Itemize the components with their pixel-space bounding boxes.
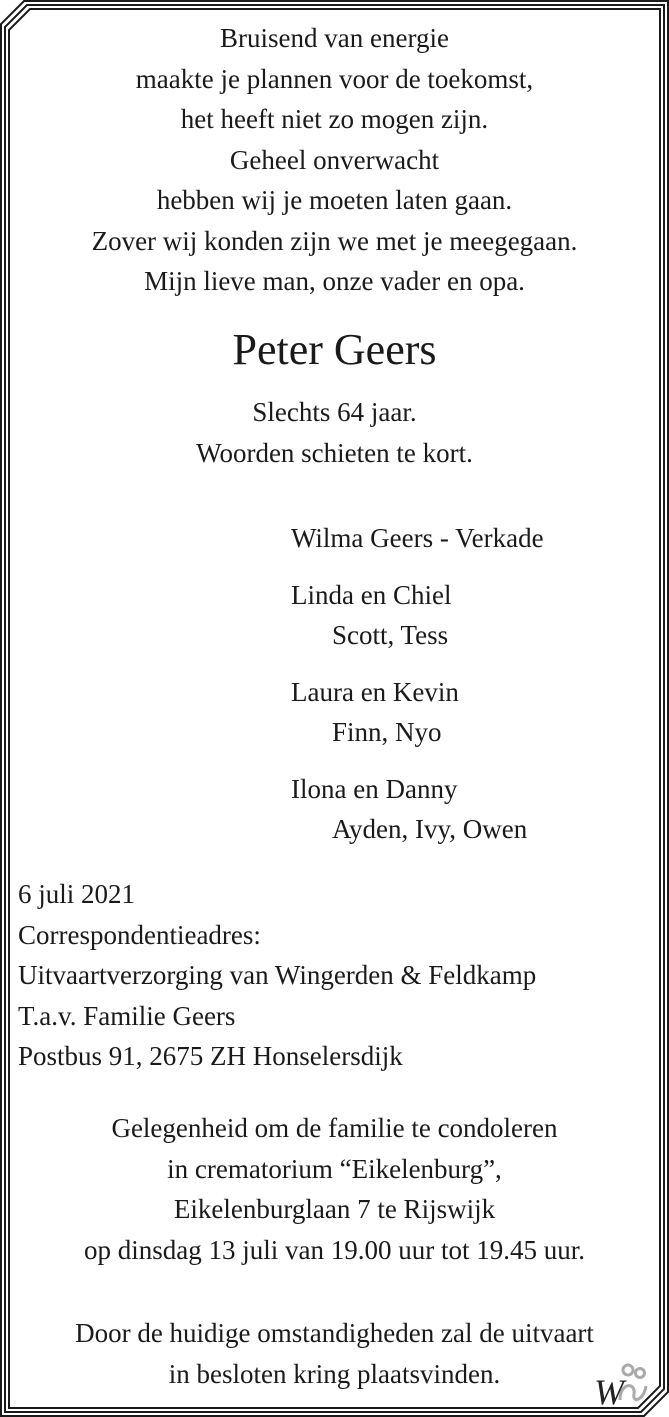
publisher-logo-icon [590,1360,650,1410]
address-line: 6 juli 2021 [18,879,136,909]
poem-line: Zover wij konden zijn we met je meegegaan. [91,225,578,256]
note-line: Woorden schieten te kort. [196,437,473,468]
family-list [291,518,544,866]
poem-line: Mijn lieve man, onze vader en opa. [144,266,525,296]
condolence-info [0,1108,669,1270]
poem-line: het heeft niet zo mogen zijn. [180,104,489,134]
family-children: Finn, Nyo [332,717,442,747]
svg-text:W: W [594,1372,624,1410]
family-parents: Linda en Chiel [291,580,452,610]
address-line: T.a.v. Familie Geers [18,1000,236,1031]
poem [0,18,669,302]
poem-line: hebben wij je moeten laten gaan. [156,185,513,215]
condolence-line: op dinsdag 13 juli van 19.00 uur tot 19.45 uur. [84,1234,585,1265]
closing-line: Door de huidige omstandigheden zal de uitvaart [75,1318,594,1348]
address-line: Correspondentieadres: [18,919,261,950]
condolence-line: Gelegenheid om de familie te condoleren [111,1113,558,1143]
family-parents: Ilona en Danny [291,774,458,804]
poem-line: Geheel onverwacht [229,144,440,175]
condolence-line: in crematorium “Eikelenburg”, [167,1153,502,1184]
family-parents: Wilma Geers - Verkade [291,523,544,553]
family-parents: Laura en Kevin [291,677,459,707]
address-line: Postbus 91, 2675 ZH Honselersdijk [18,1041,403,1071]
note-line: Slechts 64 jaar. [252,397,417,427]
age-note [0,392,669,473]
family-group [291,518,544,558]
closing-line: in besloten kring plaatsvinden. [168,1358,501,1389]
family-children: Ayden, Ivy, Owen [332,814,528,844]
address-line: Uitvaartverzorging van Wingerden & Feldkamp [18,960,537,990]
family-group [291,575,544,655]
condolence-line: Eikelenburglaan 7 te Rijswijk [173,1194,496,1224]
closing-note [0,1313,669,1394]
correspondence-address [18,874,536,1077]
family-group [291,769,544,849]
family-group [291,672,544,752]
deceased-name: Peter Geers [232,325,437,374]
poem-line: Bruisend van energie [220,23,449,53]
family-children: Scott, Tess [332,620,449,650]
poem-line: maakte je plannen voor de toekomst, [135,63,534,94]
